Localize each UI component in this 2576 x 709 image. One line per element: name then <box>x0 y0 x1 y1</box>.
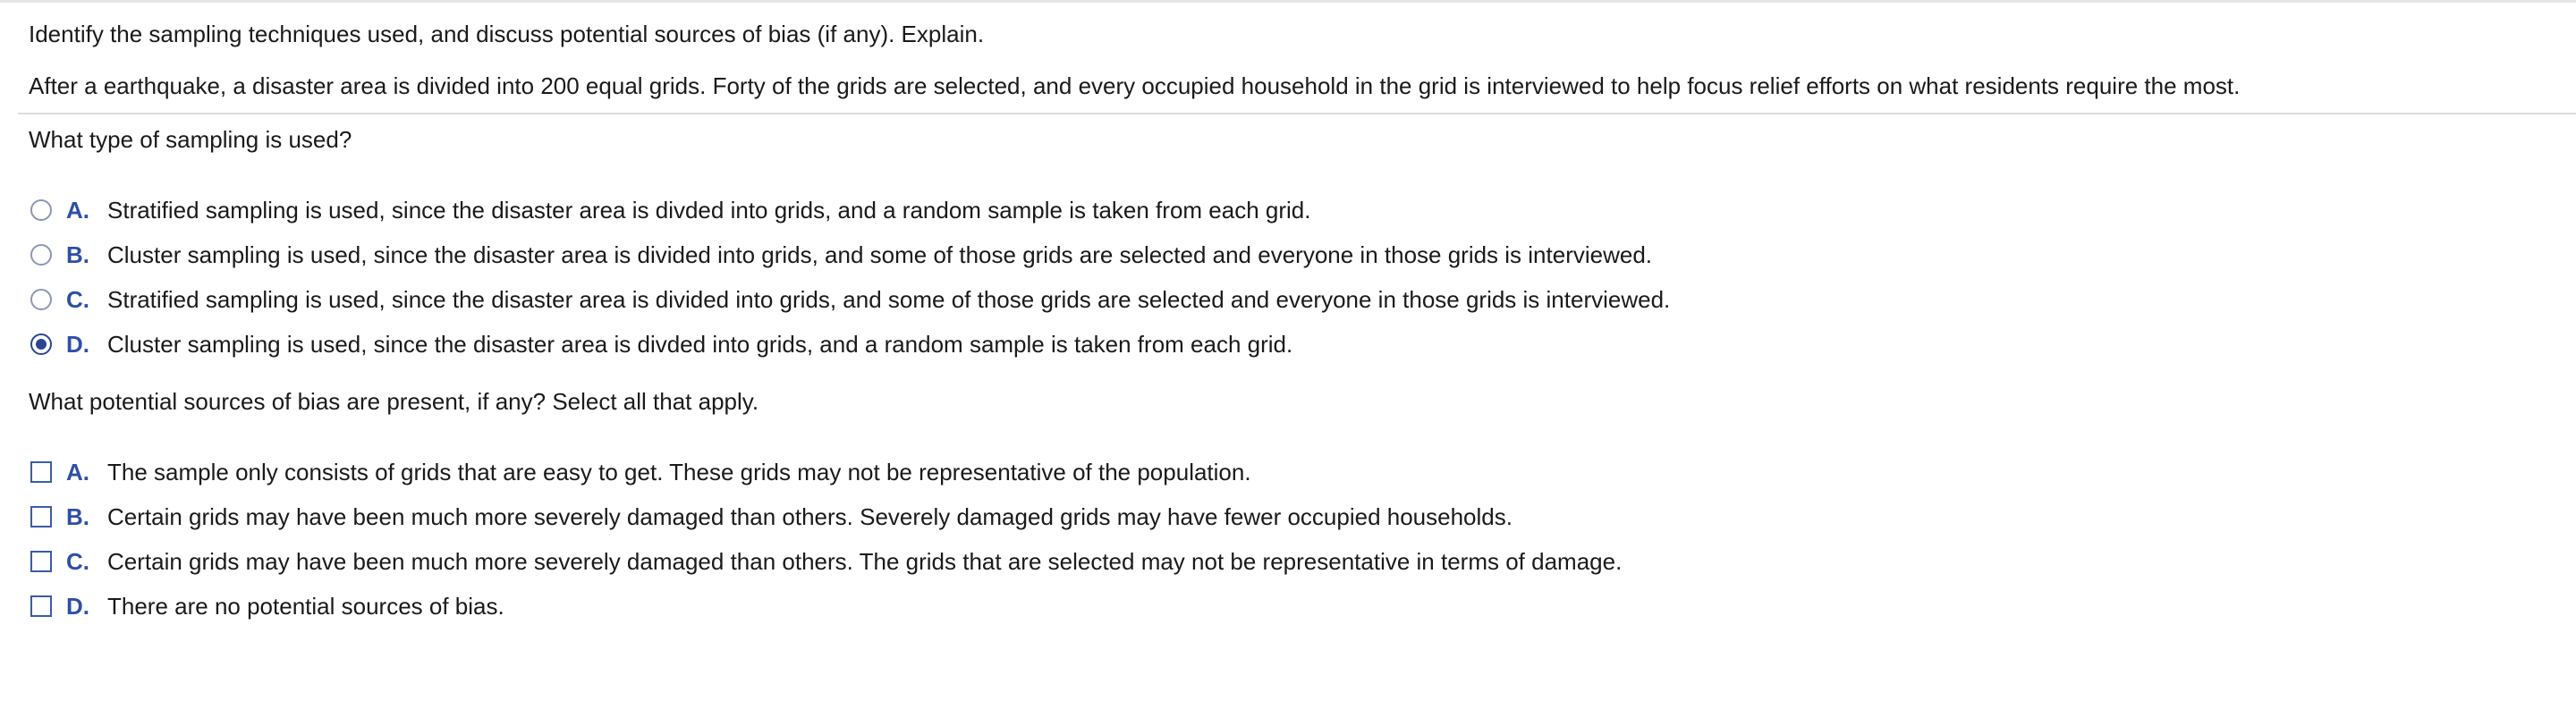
radio-dot <box>36 339 47 350</box>
checkbox-icon[interactable] <box>30 506 52 528</box>
divider <box>18 113 2576 114</box>
radio-icon[interactable] <box>30 244 52 266</box>
option-text: Stratified sampling is used, since the disaster area is divded into grids, and a random sample is taken from each grid. <box>107 196 1311 224</box>
option-text: Cluster sampling is used, since the disaster area is divded into grids, and a random sample is taken from each grid. <box>107 330 1293 358</box>
option-letter: D. <box>66 330 89 358</box>
radio-selected-icon[interactable] <box>30 333 52 355</box>
q2-option-c[interactable] <box>30 546 1622 577</box>
question2-prompt: What potential sources of bias are present, if any? Select all that apply. <box>29 388 759 415</box>
q2-option-b[interactable] <box>30 502 1513 532</box>
checkbox-icon[interactable] <box>30 595 52 617</box>
q1-option-a[interactable] <box>30 195 1310 225</box>
q2-option-d[interactable] <box>30 591 504 621</box>
option-text: The sample only consists of grids that are easy to get. These grids may not be representative of the population. <box>107 458 1251 485</box>
q1-option-b[interactable] <box>30 240 1652 270</box>
option-letter: C. <box>66 547 89 575</box>
q1-option-d[interactable] <box>30 329 1292 359</box>
radio-icon[interactable] <box>30 199 52 221</box>
radio-icon[interactable] <box>30 289 52 310</box>
option-letter: A. <box>66 458 89 485</box>
q2-option-a[interactable] <box>30 457 1251 487</box>
option-text: Certain grids may have been much more severely damaged than others. The grids that are selected may not be representative in terms of damage. <box>107 547 1623 575</box>
option-letter: B. <box>66 502 89 530</box>
scenario-text: After a earthquake, a disaster area is divided into 200 equal grids. Forty of the grids are selected, and every occupied household in the grid is interviewed to help focus relief efforts on what residents require the most. <box>29 72 2241 99</box>
instructions-text: Identify the sampling techniques used, and discuss potential sources of bias (if any). Explain. <box>29 21 985 47</box>
option-text: Cluster sampling is used, since the disaster area is divided into grids, and some of those grids are selected and everyone in those grids is interviewed. <box>107 241 1653 268</box>
q1-option-c[interactable] <box>30 284 1670 315</box>
option-letter: C. <box>66 285 89 313</box>
option-letter: B. <box>66 241 89 268</box>
top-rule <box>0 0 2576 3</box>
checkbox-icon[interactable] <box>30 551 52 572</box>
checkbox-icon[interactable] <box>30 461 52 483</box>
option-text: There are no potential sources of bias. <box>107 592 504 620</box>
option-letter: D. <box>66 592 89 620</box>
option-letter: A. <box>66 196 89 224</box>
option-text: Stratified sampling is used, since the disaster area is divided into grids, and some of those grids are selected and everyone in those grids is interviewed. <box>107 285 1671 313</box>
question1-prompt: What type of sampling is used? <box>29 126 352 153</box>
option-text: Certain grids may have been much more severely damaged than others. Severely damaged grids may have fewer occupied households. <box>107 502 1513 530</box>
